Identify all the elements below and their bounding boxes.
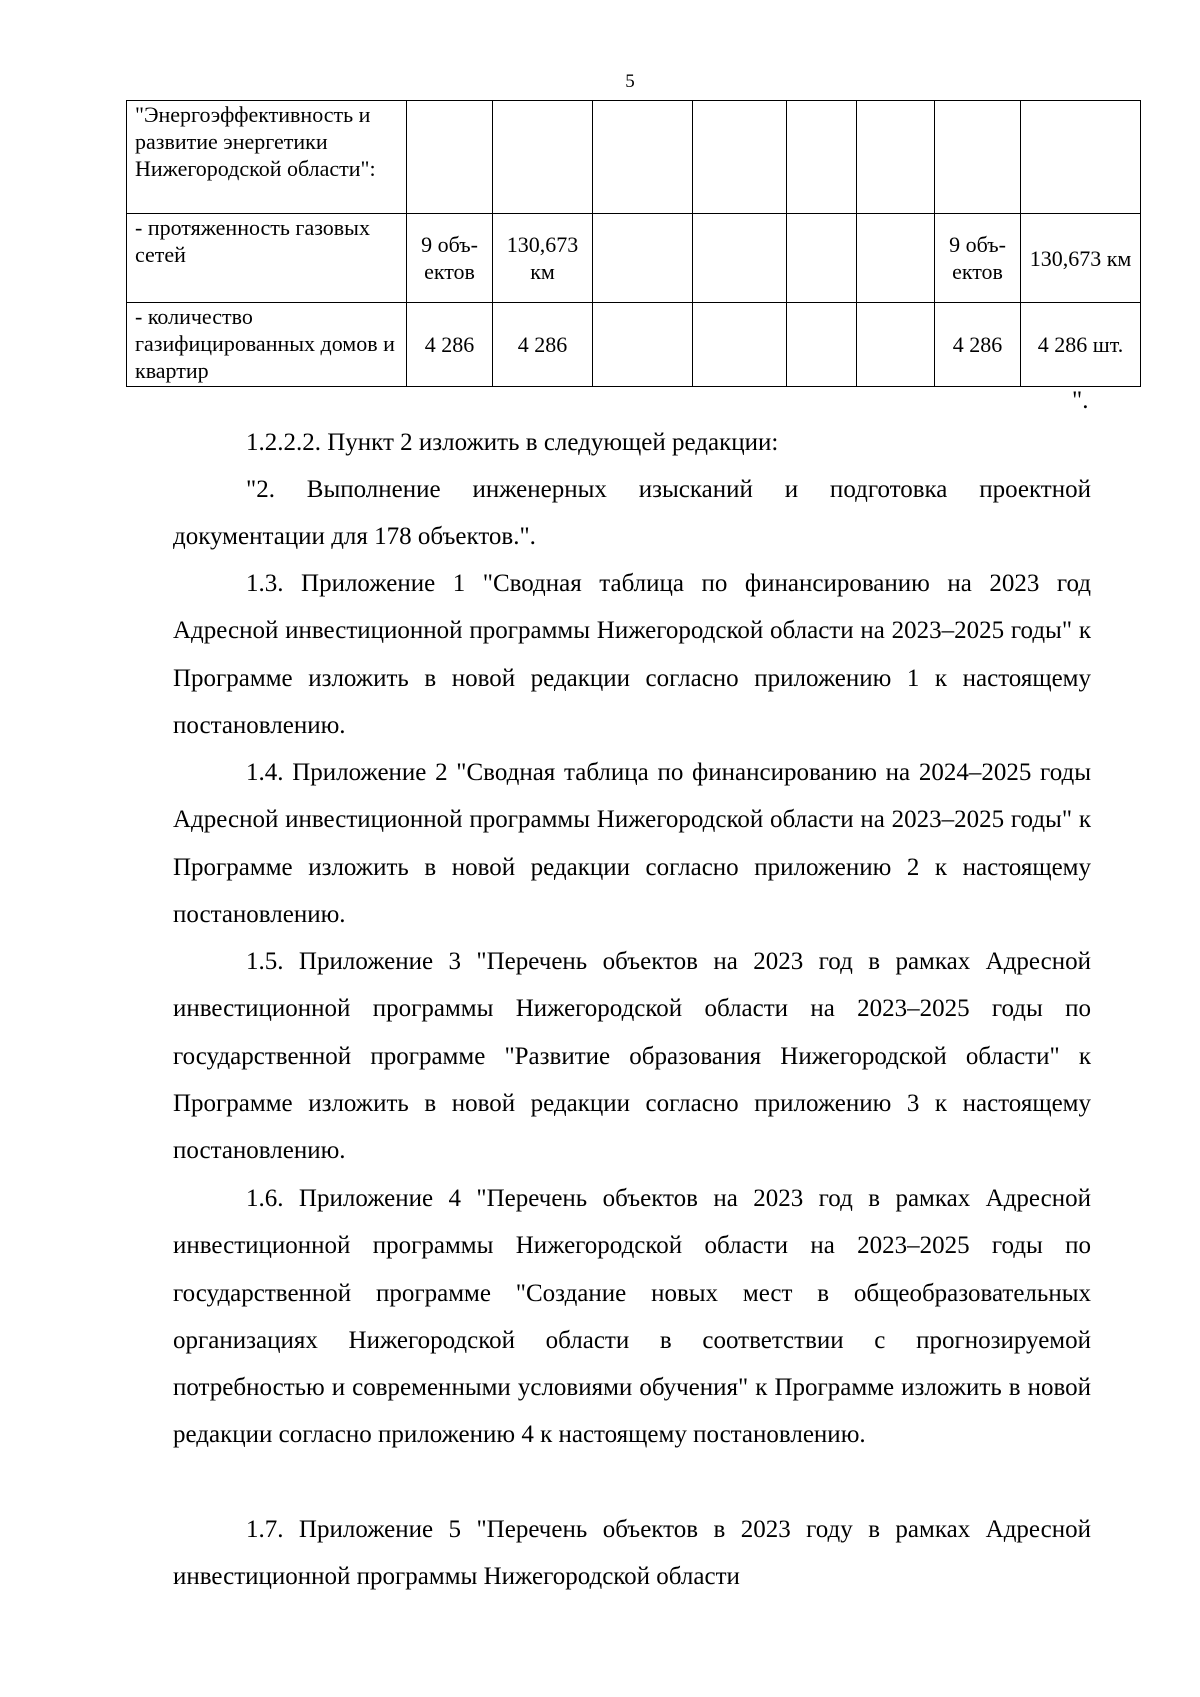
table-cell: 4 286 (493, 303, 593, 387)
paragraph-1-4: 1.4. Приложение 2 "Сводная таблица по финансированию на 2024–2025 годы Адресной инвестиционной программы Нижегородской области на 2023–2025 годы" к Программе изложить в новой редакции согласно приложению 2 к настоящему постановлению. (173, 759, 1091, 928)
row-name-cell: "Энергоэффективность и развитие энергетики Нижегородской области": (127, 101, 407, 214)
table-row (127, 303, 1141, 387)
row-name-cell: - протяженность газовых сетей (127, 214, 407, 303)
paragraph-1-7: 1.7. Приложение 5 "Перечень объектов в 2023 году в рамках Адресной инвестиционной программы Нижегородской области (173, 1516, 1091, 1591)
page-number: 5 (625, 71, 635, 92)
table-cell (693, 214, 787, 303)
table-cell (693, 303, 787, 387)
table-cell (935, 101, 1021, 214)
table-cell (787, 214, 857, 303)
table-cell: 9 объ-ектов (935, 214, 1021, 303)
paragraph-1-3: 1.3. Приложение 1 "Сводная таблица по финансированию на 2023 год Адресной инвестиционной программы Нижегородской области на 2023–2025 годы" к Программе изложить в новой редакции согласно приложению 1 к настоящему постановлению. (173, 570, 1091, 739)
table-cell (407, 101, 493, 214)
table-cell (857, 101, 935, 214)
closing-quote: ". (1072, 387, 1089, 414)
gas-indicators-table (126, 100, 1141, 387)
table-cell (857, 214, 935, 303)
paragraph-1-5: 1.5. Приложение 3 "Перечень объектов на 2023 год в рамках Адресной инвестиционной программы Нижегородской области на 2023–2025 годы по государственной программе "Развитие образования Нижегородской области" к Программе изложить в новой редакции согласно приложению 3 к настоящему постановлению. (173, 948, 1091, 1165)
table-cell (787, 101, 857, 214)
table-cell (593, 214, 693, 303)
table-cell (493, 101, 593, 214)
table-cell (857, 303, 935, 387)
table-cell: 9 объ-ектов (407, 214, 493, 303)
table-cell (593, 303, 693, 387)
table-row (127, 214, 1141, 303)
table-cell: 4 286 (407, 303, 493, 387)
table-cell (1021, 101, 1141, 214)
table-cell: 4 286 шт. (1021, 303, 1141, 387)
paragraph-item-2: "2. Выполнение инженерных изысканий и подготовка проектной документации для 178 объектов.". (173, 476, 1091, 551)
table-cell (787, 303, 857, 387)
table-cell (693, 101, 787, 214)
table-cell: 130,673 км (493, 214, 593, 303)
row-name-cell: - количество газифицированных домов и квартир (127, 303, 407, 387)
table-cell (593, 101, 693, 214)
table-cell: 4 286 (935, 303, 1021, 387)
table-row (127, 101, 1141, 214)
paragraph-1-6: 1.6. Приложение 4 "Перечень объектов на 2023 год в рамках Адресной инвестиционной программы Нижегородской области на 2023–2025 годы по государственной программе "Создание новых мест в общеобразовательных организациях Нижегородской области в соответствии с прогнозируемой потребностью и современными условиями обучения" к Программе изложить в новой редакции согласно приложению 4 к настоящему постановлению. (173, 1185, 1091, 1449)
paragraph-1-2-2-2: 1.2.2.2. Пункт 2 изложить в следующей редакции: (246, 429, 779, 456)
table-cell: 130,673 км (1021, 214, 1141, 303)
